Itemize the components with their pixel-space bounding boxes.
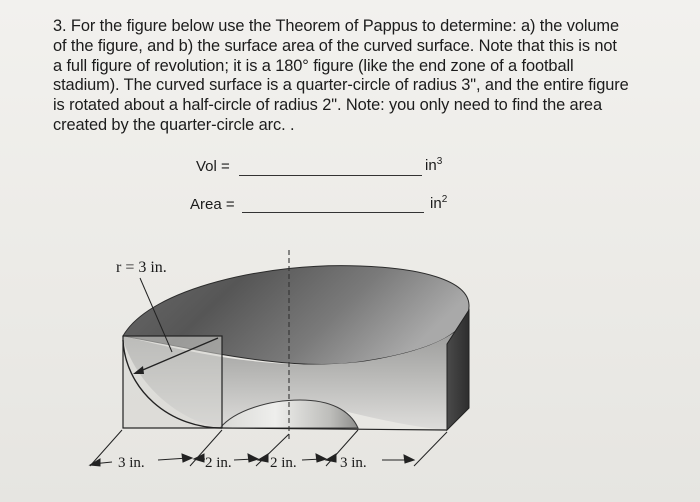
- dimension-label: 2 in.: [205, 455, 232, 471]
- area-unit: $in^2$: [430, 194, 448, 212]
- cross-section-rect: [123, 336, 222, 428]
- dimension-label: 2 in.: [270, 455, 297, 471]
- problem-line: 3. For the figure below use the Theorem of Pappus to determine: a) the volume: [53, 17, 619, 35]
- dimension-label: 3 in.: [118, 455, 145, 471]
- volume-unit: $in^3$: [425, 156, 443, 174]
- area-label: Area =: [190, 196, 235, 213]
- problem-line: a full figure of revolution; it is a 180° figure (like the end zone of a football: [53, 56, 574, 75]
- problem-line: is rotated about a half-circle of radius 2". Note: you only need to find the area: [53, 96, 602, 115]
- problem-line: created by the quarter-circle arc. .: [53, 115, 295, 134]
- problem-line: stadium). The curved surface is a quarter-circle of radius 3", and the entire figure: [53, 76, 629, 95]
- problem-line: of the figure, and b) the surface area of the curved surface. Note that this is not: [53, 36, 617, 55]
- radius-label: r = 3 in.: [116, 259, 167, 276]
- dimension-label: 3 in.: [340, 455, 367, 471]
- volume-label: Vol =: [196, 158, 230, 175]
